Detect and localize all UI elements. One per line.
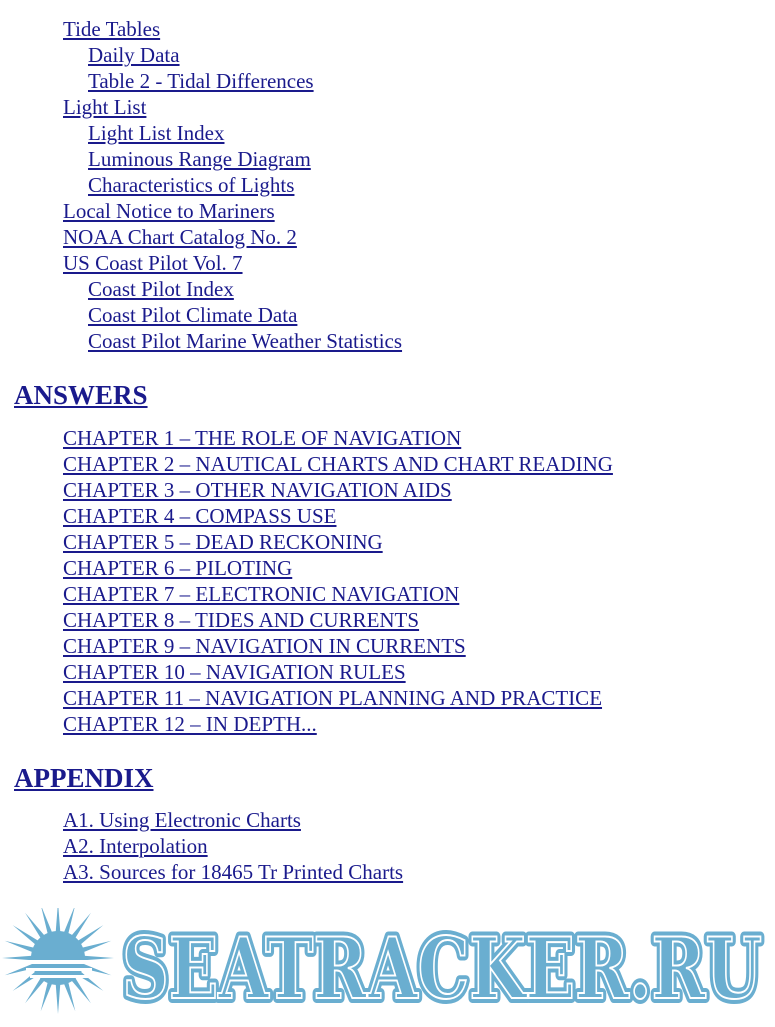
sun-ray	[84, 956, 114, 961]
link-noaa-chart-catalog[interactable]: NOAA Chart Catalog No. 2	[63, 225, 297, 249]
sun-ray	[41, 982, 53, 1011]
answer-chapter-10[interactable]: CHAPTER 10 – NAVIGATION RULES	[63, 660, 406, 684]
link-tidal-differences[interactable]: Table 2 - Tidal Differences	[88, 69, 314, 93]
link-coast-pilot-weather[interactable]: Coast Pilot Marine Weather Statistics	[88, 329, 403, 353]
answer-chapter-1[interactable]: CHAPTER 1 – THE ROLE OF NAVIGATION	[63, 426, 462, 450]
answer-chapter-9[interactable]: CHAPTER 9 – NAVIGATION IN CURRENTS	[63, 634, 466, 658]
answers-heading[interactable]: ANSWERS	[14, 380, 148, 410]
seatracker-watermark	[0, 908, 775, 1027]
link-characteristics-of-lights[interactable]: Characteristics of Lights	[88, 173, 295, 197]
answer-chapter-5[interactable]: CHAPTER 5 – DEAD RECKONING	[63, 530, 383, 554]
sun-ray	[56, 984, 61, 1014]
sun-ray	[5, 941, 34, 953]
answer-chapter-8[interactable]: CHAPTER 8 – TIDES AND CURRENTS	[63, 608, 420, 632]
link-luminous-range-diagram[interactable]: Luminous Range Diagram	[88, 147, 311, 171]
sun-ray	[64, 982, 76, 1011]
appendix-a3[interactable]: A3. Sources for 18465 Tr Printed Charts	[63, 860, 404, 884]
sun-ray	[64, 908, 76, 934]
answer-chapter-3[interactable]: CHAPTER 3 – OTHER NAVIGATION AIDS	[63, 478, 452, 502]
link-coast-pilot-index[interactable]: Coast Pilot Index	[88, 277, 234, 301]
appendix-a2[interactable]: A2. Interpolation	[63, 834, 208, 858]
watermark-text-outline: SEATRACKER.RU	[122, 919, 762, 1018]
link-us-coast-pilot[interactable]: US Coast Pilot Vol. 7	[63, 251, 243, 275]
link-light-list[interactable]: Light List	[63, 95, 147, 119]
answer-chapter-11[interactable]: CHAPTER 11 – NAVIGATION PLANNING AND PRACTICE	[63, 686, 603, 710]
link-local-notice[interactable]: Local Notice to Mariners	[63, 199, 275, 223]
link-daily-data[interactable]: Daily Data	[88, 43, 180, 67]
answer-chapter-7[interactable]: CHAPTER 7 – ELECTRONIC NAVIGATION	[63, 582, 460, 606]
answer-chapter-12[interactable]: CHAPTER 12 – IN DEPTH...	[63, 712, 317, 736]
sun-ray	[41, 908, 53, 934]
appendix-heading[interactable]: APPENDIX	[14, 763, 154, 793]
answer-chapter-6[interactable]: CHAPTER 6 – PILOTING	[63, 556, 293, 580]
sun-over-sea-icon	[2, 908, 114, 1014]
answer-chapter-4[interactable]: CHAPTER 4 – COMPASS USE	[63, 504, 337, 528]
sun-ray	[2, 956, 32, 961]
appendix-a1[interactable]: A1. Using Electronic Charts	[63, 808, 301, 832]
sun-ray	[82, 941, 111, 953]
link-tide-tables[interactable]: Tide Tables	[63, 17, 161, 41]
sun-ray	[56, 908, 61, 932]
answer-chapter-2[interactable]: CHAPTER 2 – NAUTICAL CHARTS AND CHART READING	[63, 452, 613, 476]
watermark-text: SEATRACKER.RU	[122, 919, 762, 1018]
link-coast-pilot-climate[interactable]: Coast Pilot Climate Data	[88, 303, 298, 327]
link-light-list-index[interactable]: Light List Index	[88, 121, 225, 145]
